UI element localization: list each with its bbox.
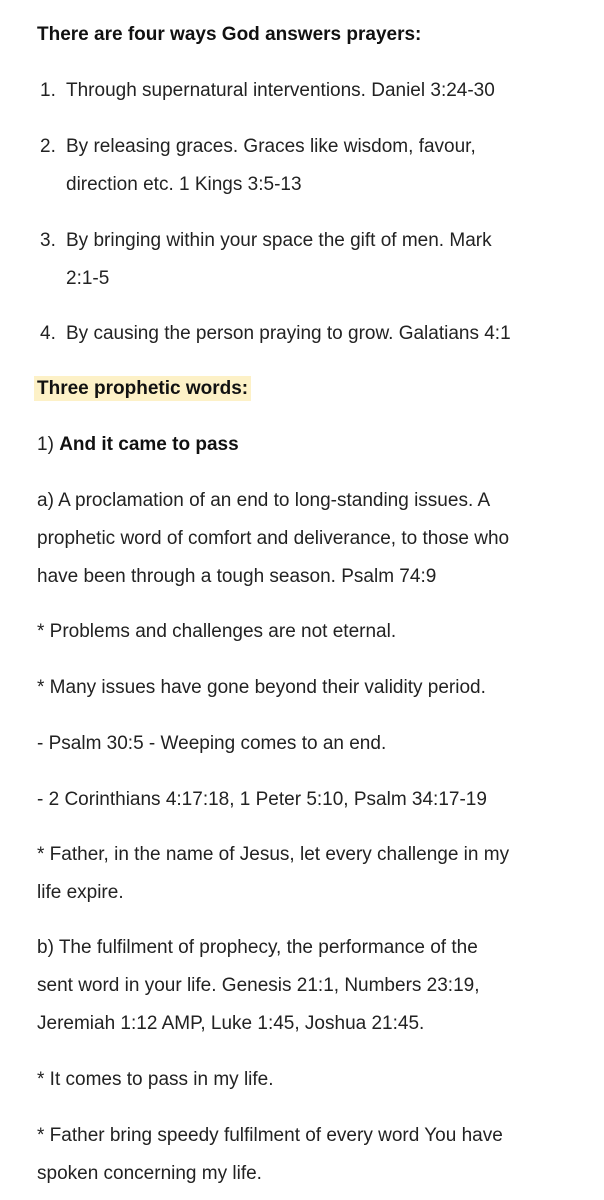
list-item-line: direction etc. 1 Kings 3:5-13 <box>66 174 302 195</box>
bullet-point: * It comes to pass in my life. <box>37 1069 274 1090</box>
prayer-line: spoken concerning my life. <box>37 1163 262 1184</box>
prayer-line: life expire. <box>37 882 124 903</box>
list-item-line: By releasing graces. Graces like wisdom, favour, <box>66 136 476 157</box>
highlighted-text: Three prophetic words: <box>34 376 251 401</box>
list-item-line: By causing the person praying to grow. Galatians 4:1 <box>66 323 511 344</box>
bullet-point: * Problems and challenges are not eternal. <box>37 621 397 642</box>
list-item-line: 2:1-5 <box>66 268 110 289</box>
paragraph-line: Jeremiah 1:12 AMP, Luke 1:45, Joshua 21:45. <box>37 1013 425 1034</box>
list-number: 1. <box>40 80 56 101</box>
subheading-prefix: 1) <box>37 434 60 455</box>
subheading <box>37 433 239 457</box>
scripture-reference: - Psalm 30:5 - Weeping comes to an end. <box>37 733 387 754</box>
list-item-line: Through supernatural interventions. Daniel 3:24-30 <box>66 80 495 101</box>
list-item-line: By bringing within your space the gift of men. Mark <box>66 230 492 251</box>
scripture-reference: - 2 Corinthians 4:17:18, 1 Peter 5:10, Psalm 34:17-19 <box>37 789 487 810</box>
paragraph-line: prophetic word of comfort and deliverance, to those who <box>37 528 510 549</box>
paragraph-line: a) A proclamation of an end to long-standing issues. A <box>37 490 491 511</box>
paragraph-line: b) The fulfilment of prophecy, the performance of the <box>37 937 478 958</box>
paragraph-line: sent word in your life. Genesis 21:1, Numbers 23:19, <box>37 975 480 996</box>
prayer-line: * Father bring speedy fulfilment of every word You have <box>37 1125 503 1146</box>
paragraph-line: have been through a tough season. Psalm 74:9 <box>37 566 437 587</box>
list-number: 2. <box>40 136 56 157</box>
subheading-text: And it came to pass <box>59 434 239 455</box>
heading: There are four ways God answers prayers: <box>37 24 422 45</box>
list-number: 4. <box>40 323 56 344</box>
list-number: 3. <box>40 230 56 251</box>
bullet-point: * Many issues have gone beyond their validity period. <box>37 677 486 698</box>
prayer-line: * Father, in the name of Jesus, let every challenge in my <box>37 844 510 865</box>
section-title <box>37 377 251 401</box>
